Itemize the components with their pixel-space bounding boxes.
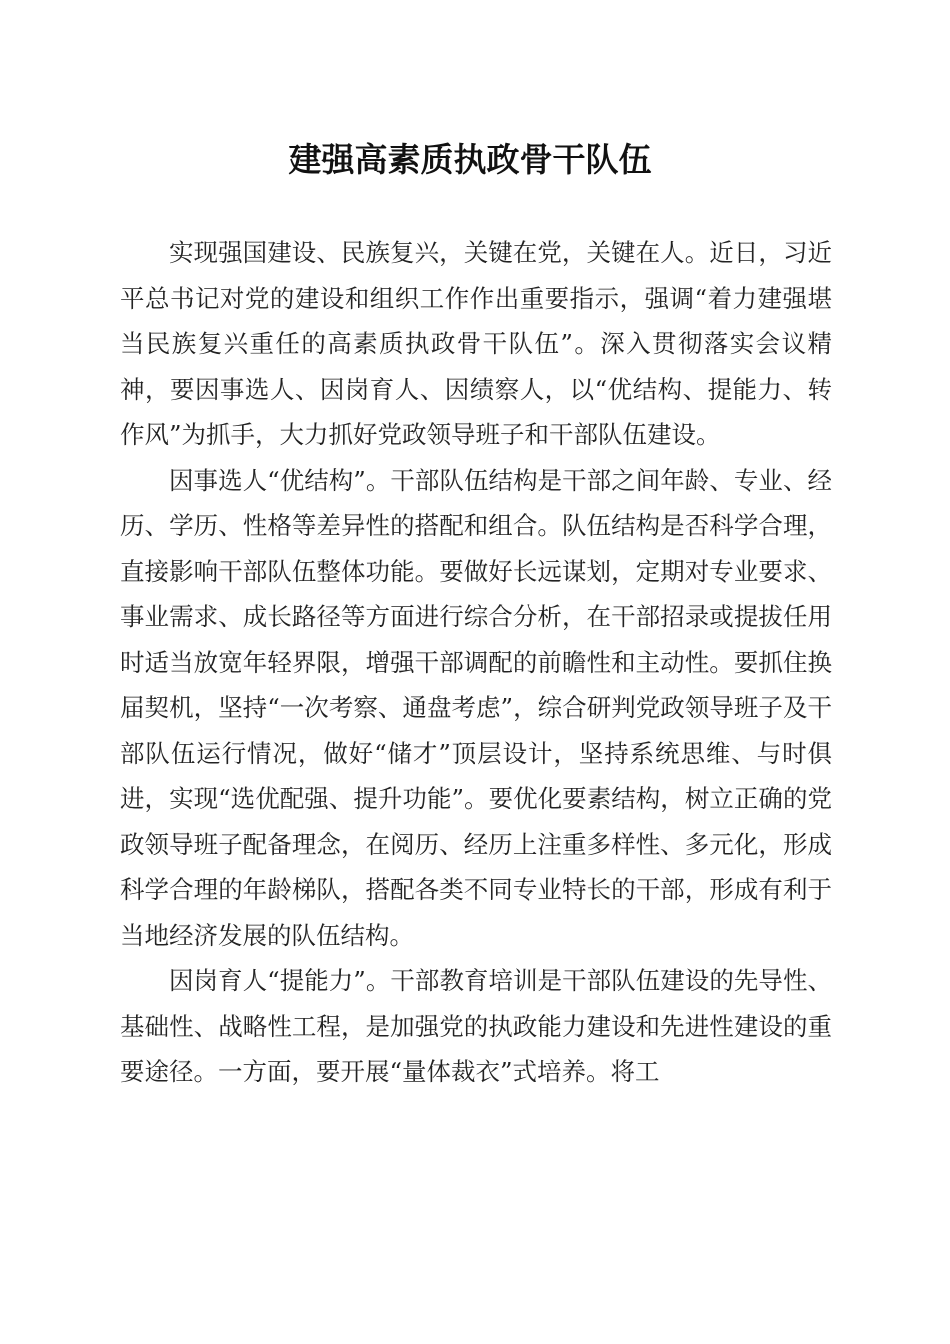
- paragraph-structure: 因事选人“优结构”。干部队伍结构是干部之间年龄、专业、经历、学历、性格等差异性的搭配和组合。队伍结构是否科学合理，直接影响干部队伍整体功能。要做好长远谋划，定期对专业要求、事业需求、成长路径等方面进行综合分析，在干部招录或提拔任用时适当放宽年轻界限，增强干部调配的前瞻性和主动性。要抓住换届契机，坚持“一次考察、通盘考虑”，综合研判党政领导班子及干部队伍运行情况，做好“储才”顶层设计，坚持系统思维、与时俱进，实现“选优配强、提升功能”。要优化要素结构，树立正确的党政领导班子配备理念，在阅历、经历上注重多样性、多元化，形成科学合理的年龄梯队，搭配各类不同专业特长的干部，形成有利于当地经济发展的队伍结构。: [120, 465, 832, 950]
- page-title: 建强高素质执政骨干队伍: [288, 140, 652, 179]
- paragraph-intro: 实现强国建设、民族复兴，关键在党，关键在人。近日，习近平总书记对党的建设和组织工作作出重要指示，强调“着力建强堪当民族复兴重任的高素质执政骨干队伍”。深入贯彻落实会议精神，要因事选人、因岗育人、因绩察人，以“优结构、提能力、转作风”为抓手，大力抓好党政领导班子和干部队伍建设。: [120, 238, 832, 449]
- paragraph-ability: 因岗育人“提能力”。干部教育培训是干部队伍建设的先导性、基础性、战略性工程，是加强党的执政能力建设和先进性建设的重要途径。一方面，要开展“量体裁衣”式培养。将工: [120, 966, 832, 1086]
- article-body: [120, 230, 832, 1095]
